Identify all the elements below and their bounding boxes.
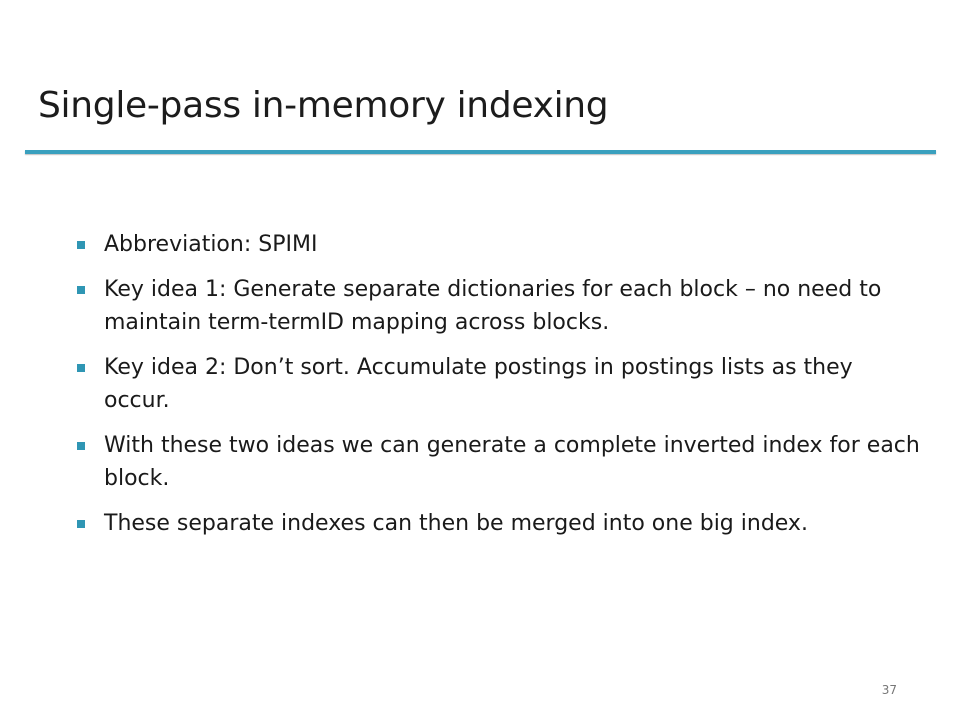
bullet-item-key-idea-2 xyxy=(74,351,924,417)
square-bullet-icon xyxy=(77,520,85,528)
square-bullet-icon xyxy=(77,364,85,372)
slide-title: Single-pass in-memory indexing xyxy=(38,85,609,126)
bullet-item-two-ideas xyxy=(74,429,924,495)
square-bullet-icon xyxy=(77,442,85,450)
bullet-text: Abbreviation: SPIMI xyxy=(104,232,318,257)
square-bullet-icon xyxy=(77,241,85,249)
bullet-text: With these two ideas we can generate a complete inverted index for each block. xyxy=(104,433,920,491)
bullet-text: Key idea 1: Generate separate dictionaries for each block – no need to maintain term-termID mapping across blocks. xyxy=(104,277,882,335)
title-underline xyxy=(25,150,936,154)
bullet-item-merge xyxy=(74,507,924,540)
bullet-item-key-idea-1 xyxy=(74,273,924,339)
bullet-item-abbreviation xyxy=(74,228,924,261)
bullet-text: Key idea 2: Don’t sort. Accumulate postings in postings lists as they occur. xyxy=(104,355,853,413)
slide-number: 37 xyxy=(881,683,897,697)
bullet-list xyxy=(74,228,924,552)
square-bullet-icon xyxy=(77,286,85,294)
bullet-text: These separate indexes can then be merged into one big index. xyxy=(104,511,808,536)
